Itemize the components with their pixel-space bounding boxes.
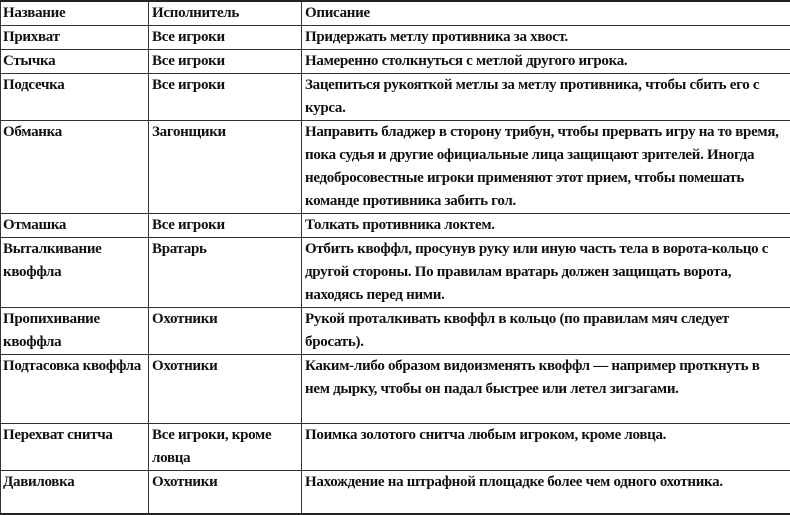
cell-name: Перехват снитча [1,424,149,471]
cell-description: Отбить квоффл, просунув руку или иную часть тела в ворота-кольцо с другой стороны. По правилам вратарь должен защищать ворота, находясь перед ними. [302,238,790,308]
cell-description: Поимка золотого снитча любым игроком, кроме ловца. [302,424,790,471]
cell-performer: Загонщики [149,121,302,214]
cell-name: Подтасовка квоффла [1,355,149,424]
cell-performer: Все игроки [149,26,302,50]
cell-description: Зацепиться рукояткой метлы за метлу противника, чтобы сбить его с курса. [302,74,790,121]
cell-performer: Охотники [149,355,302,424]
cell-performer: Все игроки [149,214,302,238]
cell-name: Отмашка [1,214,149,238]
cell-name: Подсечка [1,74,149,121]
header-description: Описание [302,1,790,26]
cell-name: Пропихивание квоффла [1,308,149,355]
table-row [1,74,790,121]
table-row [1,308,790,355]
cell-performer: Охотники [149,471,302,515]
header-name: Название [1,1,149,26]
table-row [1,471,790,515]
cell-description: Рукой проталкивать квоффл в кольцо (по правилам мяч следует бросать). [302,308,790,355]
cell-performer: Охотники [149,308,302,355]
table-row [1,121,790,214]
cell-description: Нахождение на штрафной площадке более чем одного охотника. [302,471,790,515]
cell-performer: Все игроки [149,74,302,121]
cell-description: Каким-либо образом видоизменять квоффл — например проткнуть в нем дырку, чтобы он падал быстрее или летел зигзагами. [302,355,790,424]
table-row [1,50,790,74]
cell-name: Давиловка [1,471,149,515]
table-row [1,26,790,50]
table-row [1,238,790,308]
cell-performer: Все игроки, кроме ловца [149,424,302,471]
cell-performer: Вратарь [149,238,302,308]
cell-description: Придержать метлу противника за хвост. [302,26,790,50]
cell-description: Толкать противника локтем. [302,214,790,238]
table-row [1,214,790,238]
cell-description: Намеренно столкнуться с метлой другого игрока. [302,50,790,74]
cell-description: Направить бладжер в сторону трибун, чтобы прервать игру на то время, пока судья и другие официальные лица защищают зрителей. Иногда недобросовестные игроки применяют этот прием, чтобы помешать команде противника забить гол. [302,121,790,214]
cell-name: Выталкивание квоффла [1,238,149,308]
table-row [1,424,790,471]
table-header-row [1,1,790,26]
cell-performer: Все игроки [149,50,302,74]
header-performer: Исполнитель [149,1,302,26]
cell-name: Прихват [1,26,149,50]
table-row [1,355,790,424]
cell-name: Стычка [1,50,149,74]
cell-name: Обманка [1,121,149,214]
